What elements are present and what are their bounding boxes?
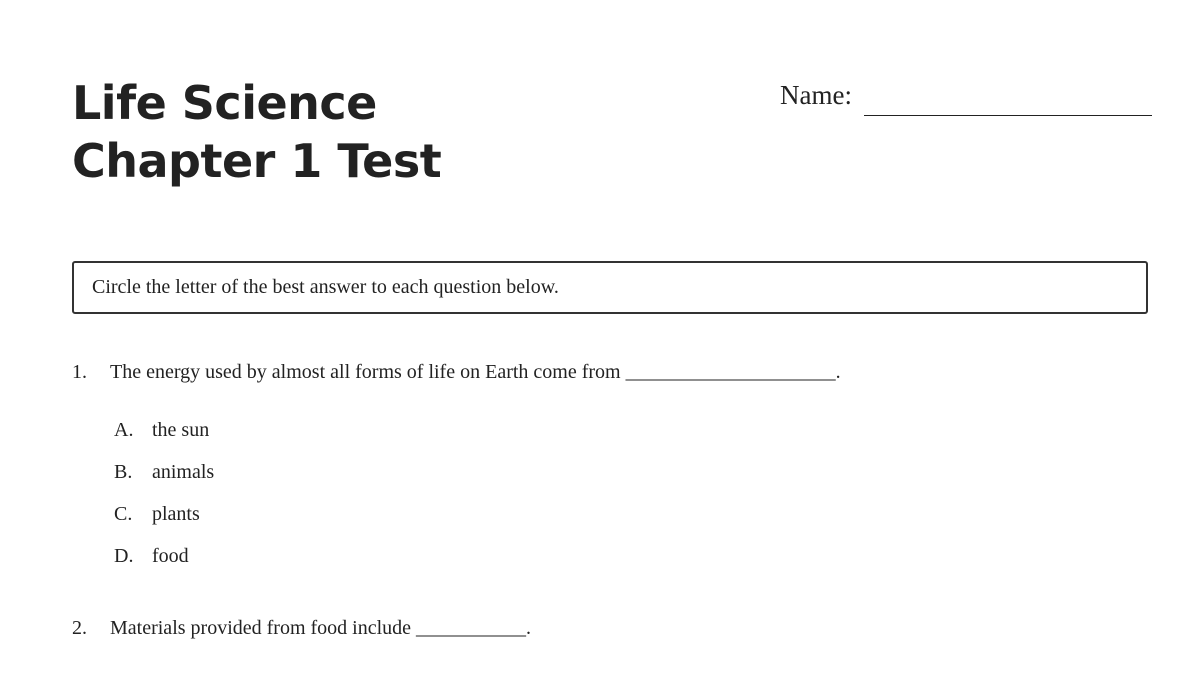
option-text: animals — [152, 461, 215, 483]
answer-option-a[interactable] — [114, 419, 414, 461]
name-label: Name: — [780, 80, 852, 110]
title-line-2: Chapter 1 Test — [72, 134, 442, 188]
answer-option-b[interactable] — [114, 461, 414, 503]
instructions-box — [72, 261, 1148, 314]
answer-option-c[interactable] — [114, 503, 414, 545]
name-blank-line[interactable] — [864, 115, 1152, 116]
title-line-1: Life Science — [72, 76, 377, 130]
option-text: the sun — [152, 419, 210, 441]
option-letter: A. — [114, 419, 134, 441]
question-text: The energy used by almost all forms of life on Earth come from _____________________. — [110, 361, 841, 383]
option-letter: C. — [114, 503, 133, 525]
question-number: 1. — [72, 361, 87, 383]
option-text: food — [152, 545, 189, 567]
answer-options — [114, 419, 414, 587]
answer-option-d[interactable] — [114, 545, 414, 587]
option-letter: B. — [114, 461, 133, 483]
question-text: Materials provided from food include ___________. — [110, 617, 532, 639]
option-text: plants — [152, 503, 200, 525]
page-title — [72, 74, 441, 190]
name-field[interactable] — [780, 78, 1152, 118]
question-number: 2. — [72, 617, 87, 639]
instructions-text: Circle the letter of the best answer to each question below. — [92, 276, 559, 298]
option-letter: D. — [114, 545, 134, 567]
